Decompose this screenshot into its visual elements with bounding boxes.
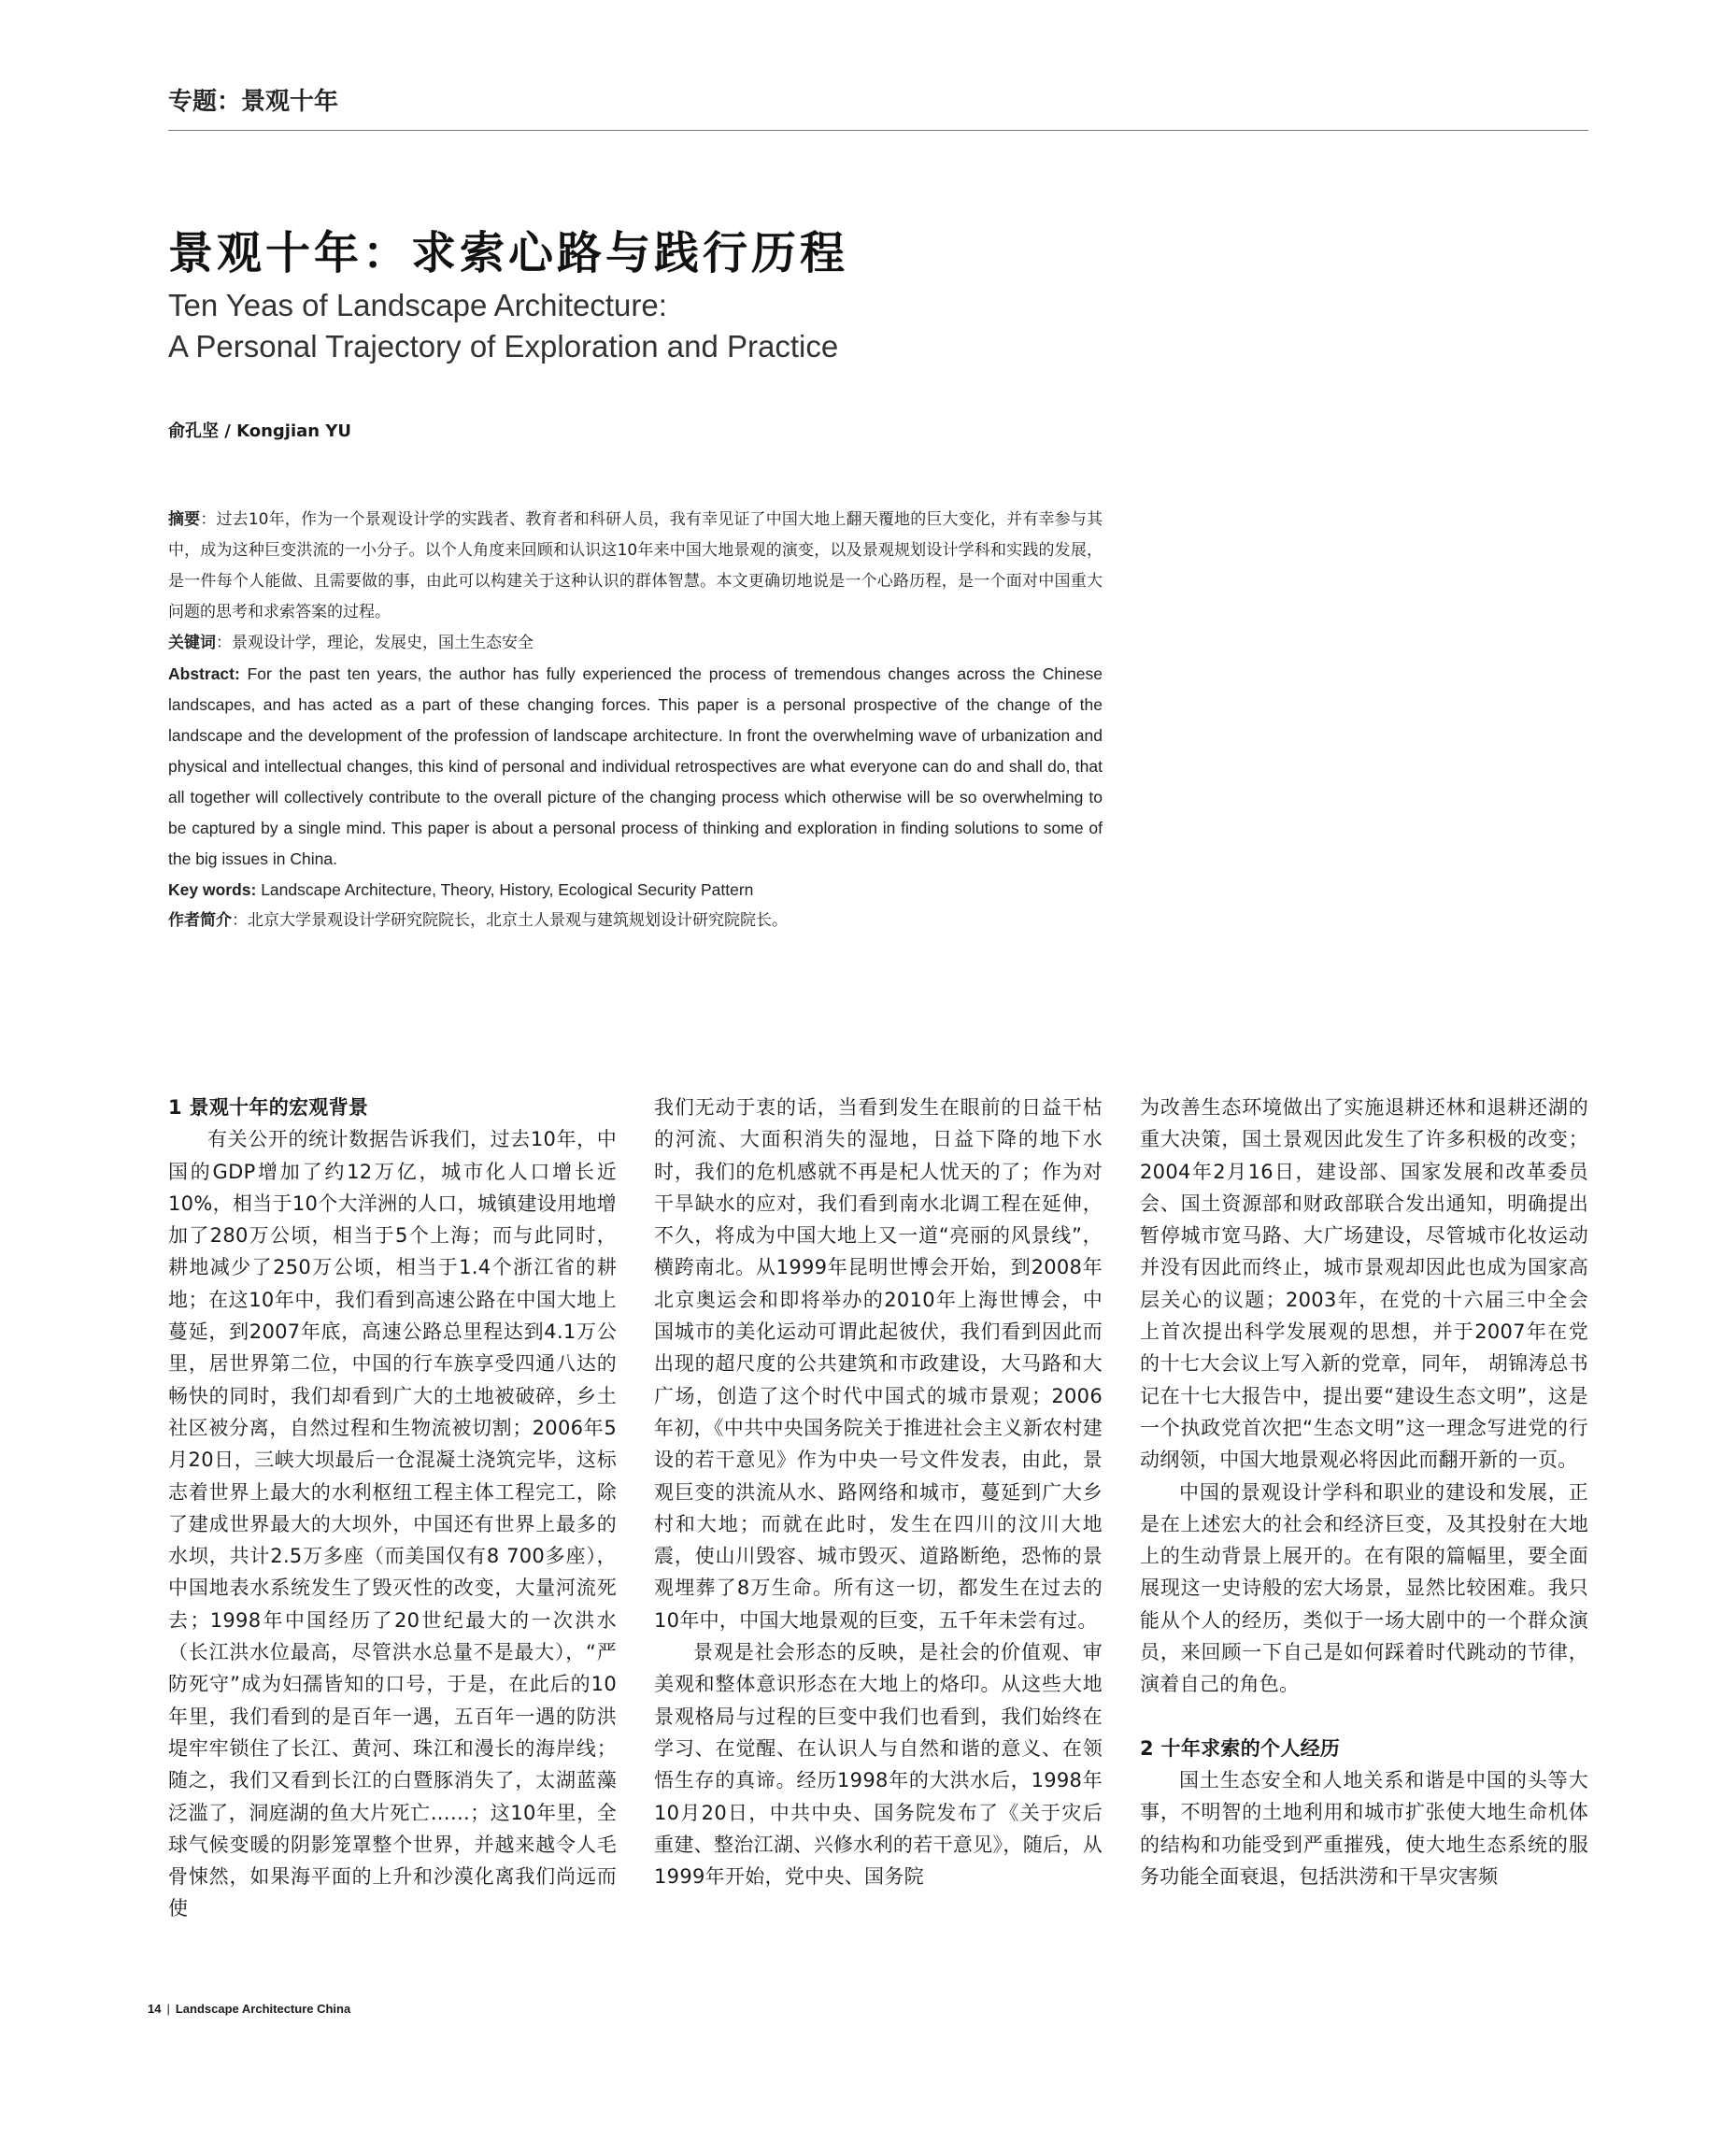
abstract-english: [168, 659, 1103, 875]
article-title-english: [168, 285, 1196, 367]
body-paragraph: 为改善生态环境做出了实施退耕还林和退耕还湖的重大决策，国土景观因此发生了许多积极的改变；2004年2月16日，建设部、国家发展和改革委员会、国土资源部和财政部联合发出通知，明确提出暂停城市宽马路、大广场建设，尽管城市化妆运动并没有因此而终止，城市景观却因此也成为国家高层关心的议题；2003年，在党的十六届三中全会上首次提出科学发展观的思想，并于2007年在党的十七大会议上写入新的党章，同年， 胡锦涛总书记在十七大报告中，提出要“建设生态文明”，这是一个执政党首次把“生态文明”这一理念写进党的行动纲领，中国大地景观必将因此而翻开新的一页。: [1140, 1096, 1588, 1472]
keywords-en-label: Key words:: [168, 880, 257, 899]
body-paragraph: 景观是社会形态的反映，是社会的价值观、审美观和整体意识形态在大地上的烙印。从这些大地景观格局与过程的巨变中我们也看到，我们始终在学习、在觉醒、在认识人与自然和谐的意义、在领悟生存的真谛。经历1998年的大洪水后，1998年10月20日，中共中央、国务院发布了《关于灾后重建、整治江湖、兴修水利的若干意见》，随后，从1999年开始，党中央、国务院: [654, 1641, 1103, 1889]
footer-separator: |: [166, 2002, 170, 2016]
author-bio-label: 作者简介: [168, 911, 232, 930]
abstract-chinese: [168, 505, 1103, 628]
body-column-1: [168, 1092, 617, 1925]
abstract-en-text: For the past ten years, the author has fully experienced the process of tremendous changes across the Chinese landscapes, and has acted as a part of these changing forces. This paper is a personal prospective of the change of the landscape and the development of the profession of landscape architecture. In front the overwhelming wave of urbanization and physical and intellectual changes, this kind of personal and individual retrospectives are what everyone can do and shall do, that all together will collectively contribute to the overall picture of the changing process which otherwise will be so overwhelming to be captured by a single mind. This paper is about a personal process of thinking and exploration in finding solutions to some of the big issues in China.: [168, 664, 1103, 868]
body-paragraph: 国土生态安全和人地关系和谐是中国的头等大事，不明智的土地利用和城市扩张使大地生命机体的结构和功能受到严重摧残，使大地生态系统的服务功能全面衰退，包括洪涝和干旱灾害频: [1140, 1768, 1588, 1888]
abstract-cn-text: ：过去10年，作为一个景观设计学的实践者、教育者和科研人员，我有幸见证了中国大地上翻天覆地的巨大变化，并有幸参与其中，成为这种巨变洪流的一小分子。以个人角度来回顾和认识这10年来中国大地景观的演变，以及景观规划设计学科和实践的发展，是一件每个人能做、且需要做的事，由此可以构建关于这种认识的群体智慧。本文更确切地说是一个心路历程，是一个面对中国重大问题的思考和求索答案的过程。: [168, 510, 1103, 621]
keywords-chinese: [168, 628, 1103, 659]
abstract-en-label: Abstract:: [168, 664, 240, 683]
journal-name: Landscape Architecture China: [175, 2002, 351, 2016]
title-english-line-2: A Personal Trajectory of Exploration and Practice: [168, 329, 839, 364]
section-header-label: 专题：景观十年: [168, 88, 339, 116]
article-title-chinese: 景观十年：求索心路与践行历程: [168, 227, 849, 279]
author-bio-text: ：北京大学景观设计学研究院院长，北京土人景观与建筑规划设计研究院院长。: [232, 911, 788, 930]
keywords-cn-label: 关键词: [168, 634, 216, 652]
body-column-3: [1140, 1092, 1588, 1892]
page-number: 14: [148, 2002, 162, 2016]
author-bio: [168, 906, 1103, 936]
body-paragraph: 有关公开的统计数据告诉我们，过去10年，中国的GDP增加了约12万亿，城市化人口增长近10%，相当于10个大洋洲的人口，城镇建设用地增加了280万公顷，相当于5个上海；而与此同时，耕地减少了250万公顷，相当于1.4个浙江省的耕地；在这10年中，我们看到高速公路在中国大地上蔓延，到2007年底，高速公路总里程达到4.1万公里，居世界第二位，中国的行车族享受四通八达的畅快的同时，我们却看到广大的土地被破碎，乡土社区被分离，自然过程和生物流被切割；2006年5月20日，三峡大坝最后一仓混凝土浇筑完毕，这标志着世界上最大的水利枢纽工程主体工程完工，除了建成世界最大的大坝外，中国还有世界上最多的水坝，共计2.5万多座（而美国仅有8 700多座），中国地表水系统发生了毁灭性的改变，大量河流死去；1998年中国经历了20世纪最大的一次洪水（长江洪水位最高，尽管洪水总量不是最大），“严防死守”成为妇孺皆知的口号，于是，在此后的10年里，我们看到的是百年一遇，五百年一遇的防洪堤牢牢锁住了长江、黄河、珠江和漫长的海岸线；随之，我们又看到长江的白暨豚消失了，太湖蓝藻泛滥了，洞庭湖的鱼大片死亡……；这10年里，全球气候变暖的阴影笼罩整个世界，并越来越令人毛骨悚然，如果海平面的上升和沙漠化离我们尚远而使: [168, 1128, 617, 1920]
keywords-english: [168, 875, 1103, 906]
author-name: 俞孔坚 / Kongjian YU: [168, 421, 352, 441]
header-divider: [168, 130, 1588, 131]
keywords-cn-text: ：景观设计学，理论，发展史，国土生态安全: [216, 634, 534, 652]
body-paragraph: 中国的景观设计学科和职业的建设和发展，正是在上述宏大的社会和经济巨变，及其投射在大地上的生动背景上展开的。在有限的篇幅里，要全面展现这一史诗般的宏大场景，显然比较困难。我只能从个人的经历，类似于一场大剧中的一个群众演员，来回顾一下自己是如何踩着时代跳动的节律，演着自己的角色。: [1140, 1480, 1588, 1696]
abstract-block: [168, 505, 1103, 936]
page-footer: [148, 2002, 350, 2016]
body-column-2: [654, 1092, 1103, 1892]
keywords-en-text: Landscape Architecture, Theory, History, Ecological Security Pattern: [256, 880, 754, 899]
section-1-heading: 1 景观十年的宏观背景: [168, 1096, 369, 1119]
abstract-cn-label: 摘要: [168, 510, 201, 529]
section-2-heading: 2 十年求索的个人经历: [1140, 1736, 1341, 1760]
body-paragraph: 我们无动于衷的话，当看到发生在眼前的日益干枯的河流、大面积消失的湿地，日益下降的地下水时，我们的危机感就不再是杞人忧天的了；作为对干旱缺水的应对，我们看到南水北调工程在延伸，不久，将成为中国大地上又一道“亮丽的风景线”，横跨南北。从1999年昆明世博会开始，到2008年北京奥运会和即将举办的2010年上海世博会，中国城市的美化运动可谓此起彼伏，我们看到因此而出现的超尺度的公共建筑和市政建设，大马路和大广场，创造了这个时代中国式的城市景观；2006年初，《中共中央国务院关于推进社会主义新农村建设的若干意见》作为中央一号文件发表，由此，景观巨变的洪流从水、路网络和城市，蔓延到广大乡村和大地；而就在此时，发生在四川的汶川大地震，使山川毁容、城市毁灭、道路断绝，恐怖的景观埋葬了8万生命。所有这一切，都发生在过去的10年中，中国大地景观的巨变，五千年未尝有过。: [654, 1096, 1103, 1632]
title-english-line-1: Ten Yeas of Landscape Architecture:: [168, 288, 667, 322]
